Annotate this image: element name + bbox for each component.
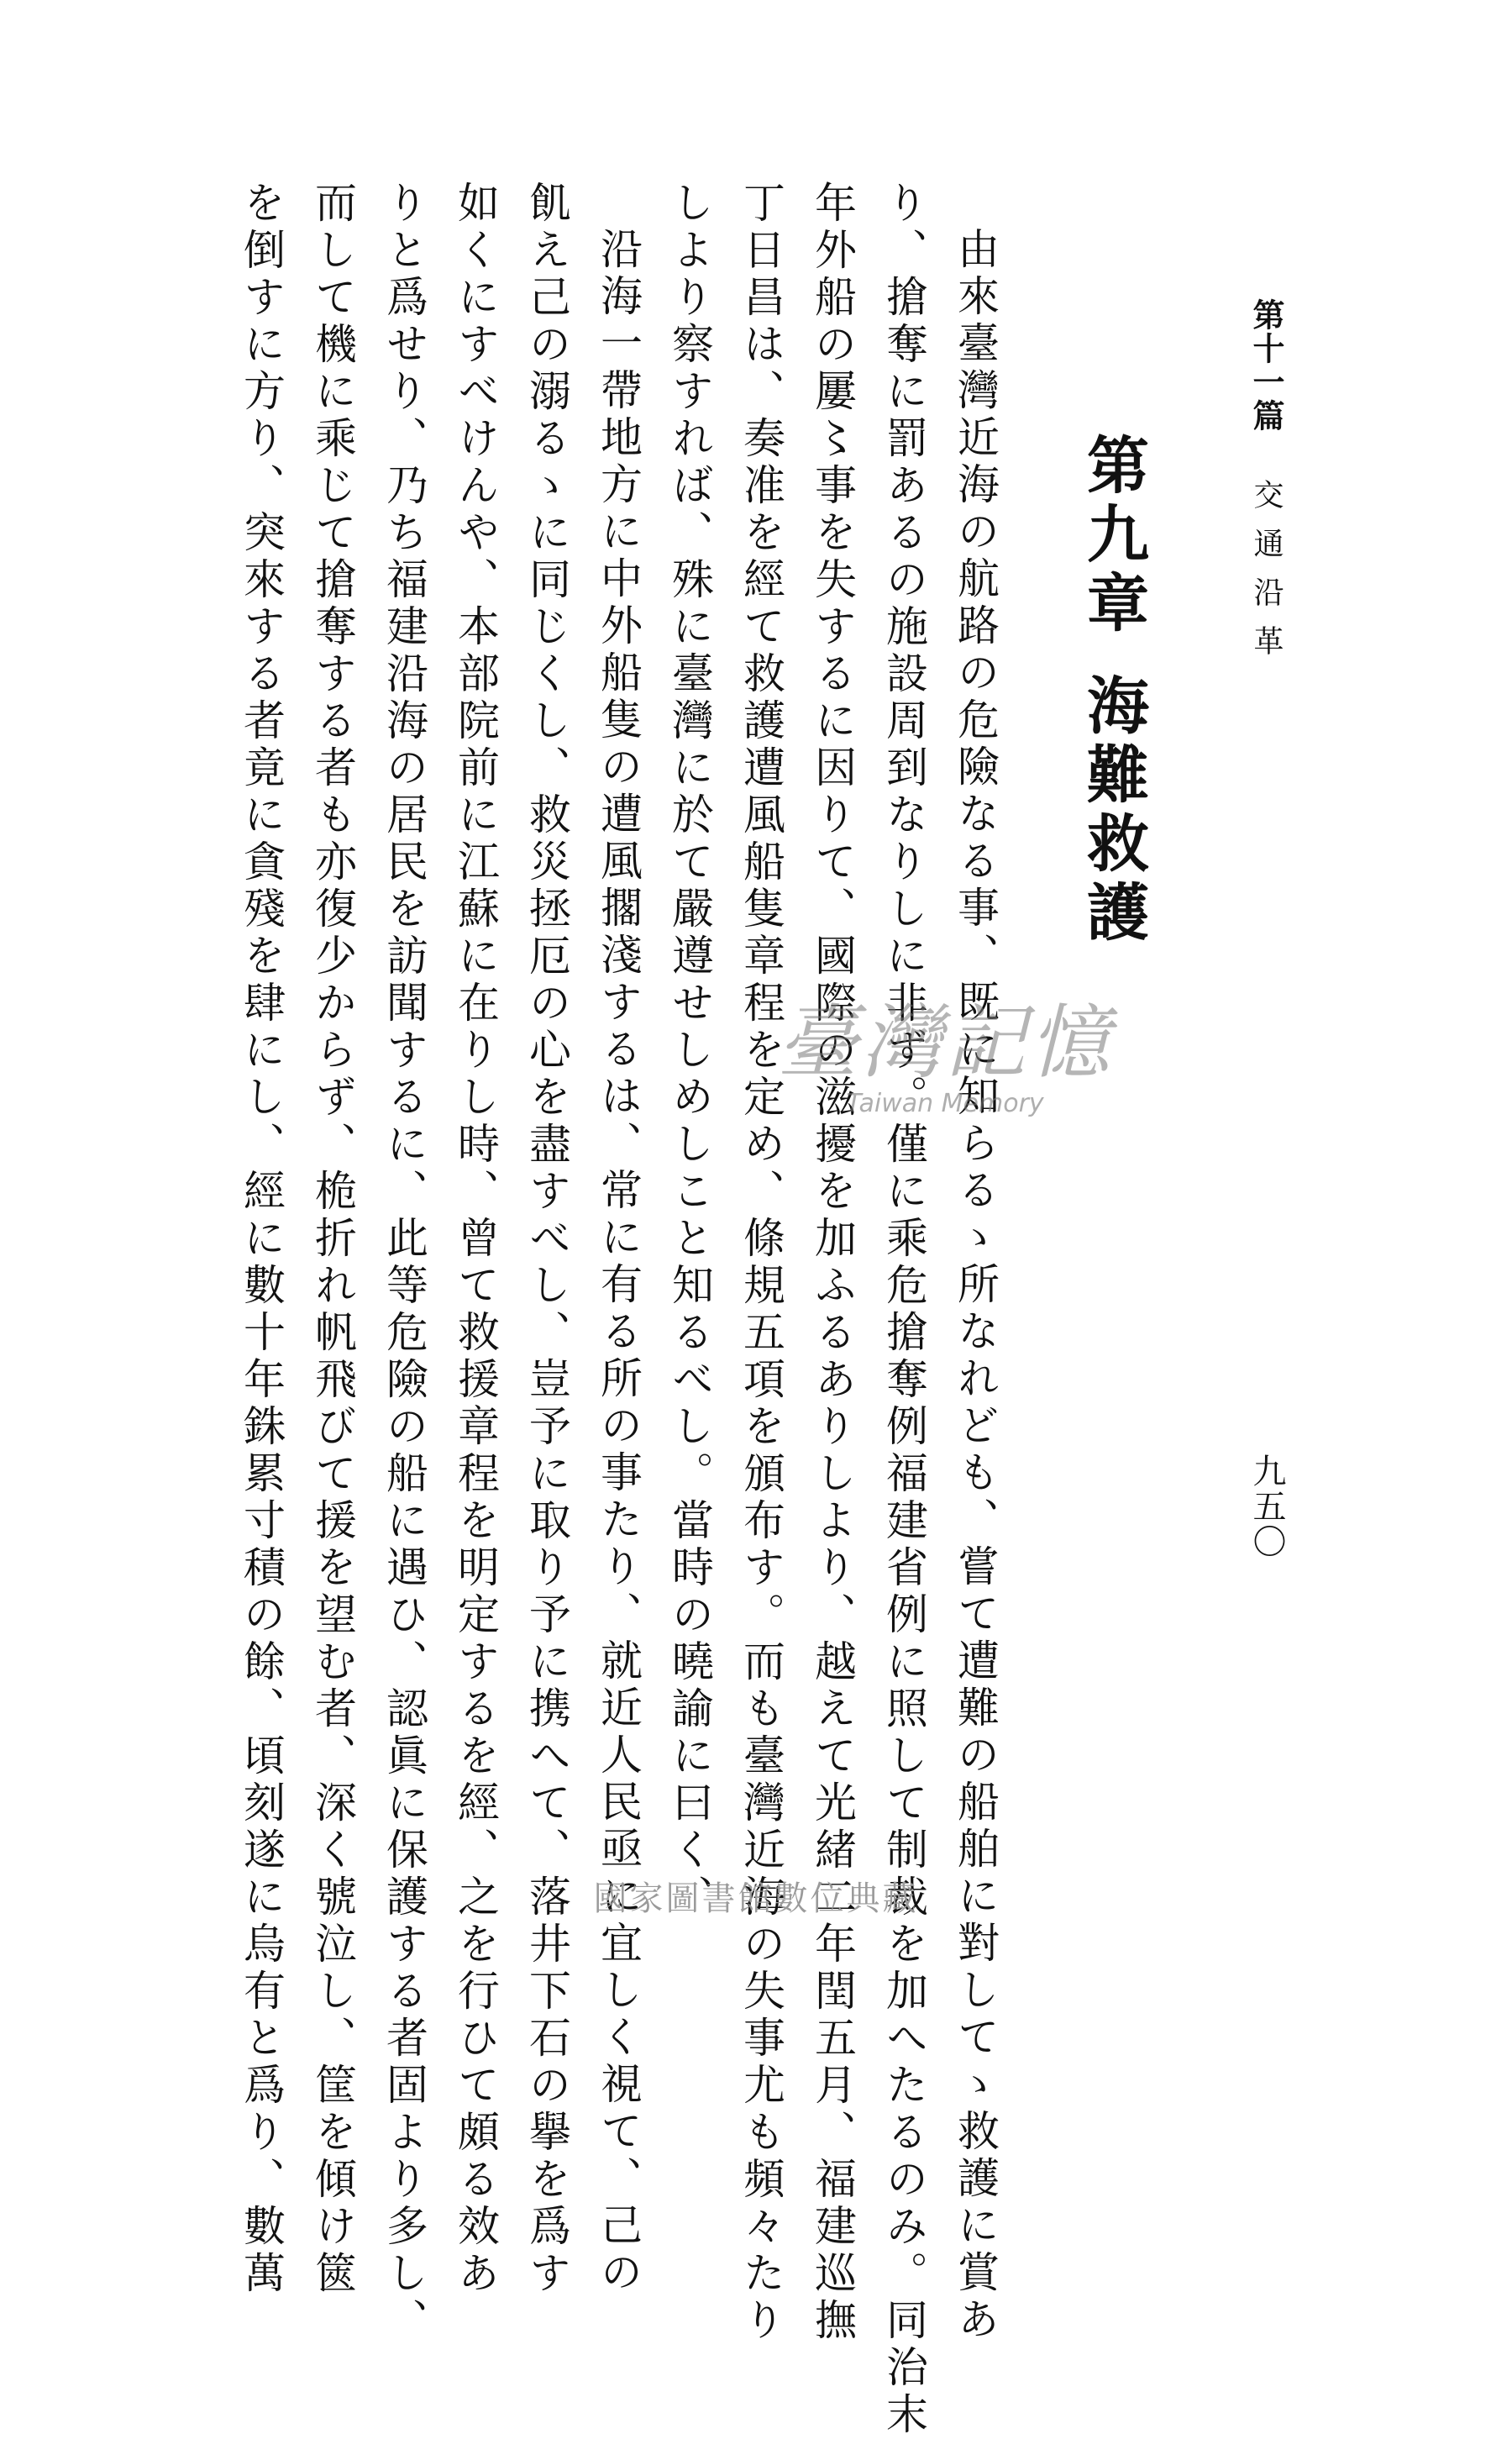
watermark-main: 臺灣記憶 [777, 996, 1113, 1090]
text-column: りと爲せり、乃ち福建沿海の居民を訪聞するに、此等危險の船に遇ひ、認眞に保護する者固より多し、 [380, 181, 428, 2345]
text-column: 年外船の屢〻事を失するに因りて、國際の滋擾を加ふるありしより、越えて光緒二年閏五月、福建巡撫 [808, 181, 857, 2345]
text-column: り、搶奪に罰あるの施設周到なりしに非ず。僅に乘危搶奪例福建省例に照して制裁を加へたるのみ。同治末 [879, 181, 928, 2439]
text-column: 飢え己の溺るゝに同じくし、救災拯厄の心を盡すべし、豈予に取り予に携へて、落井下石の擧を爲す [522, 181, 571, 2298]
text-column: 沿海一帶地方に中外船隻の遭風擱淺するは、常に有る所の事たり、就近人民亟に宜しく視て、己の [594, 227, 643, 2297]
chapter-title [1068, 433, 1158, 949]
running-header-section: 交通沿革 [1249, 479, 1284, 674]
text-column: 丁日昌は、奏准を經て救護遭風船隻章程を定め、條規五項を頒布す。而も臺灣近海の失事尤も頻々たり [737, 181, 785, 2345]
running-header-book: 第十一篇 [1247, 298, 1285, 433]
watermark-sub: Taiwan Memory [846, 1089, 1044, 1118]
page-number: 九五〇 [1247, 1453, 1286, 1559]
chapter-name: 海難救護 [1077, 673, 1149, 949]
text-column: 由來臺灣近海の航路の危險なる事、既に知らるゝ所なれども、嘗て遭難の船舶に對してゝ救護に賞あ [951, 227, 1000, 2344]
chapter-number: 第九章 [1077, 433, 1149, 639]
footer-credit: 國家圖書館數位典藏 [593, 1879, 919, 1918]
text-column: しより察すれば、殊に臺灣に於て嚴遵せしめしこと知るべし。當時の曉諭に曰く、 [665, 181, 714, 1921]
text-column: を倒すに方り、突來する者竟に貪殘を肆にし、經に數十年銖累寸積の餘、頃刻遂に烏有と爲り、數萬 [237, 181, 286, 2298]
text-column: 而して機に乘じて搶奪する者も亦復少からず、桅折れ帆飛びて援を望む者、深く號泣し、筐を傾け篋 [308, 181, 357, 2298]
text-column: 如くにすべけんや、本部院前に江蘇に在りし時、曾て救援章程を明定するを經、之を行ひて頗る效あ [451, 181, 500, 2298]
